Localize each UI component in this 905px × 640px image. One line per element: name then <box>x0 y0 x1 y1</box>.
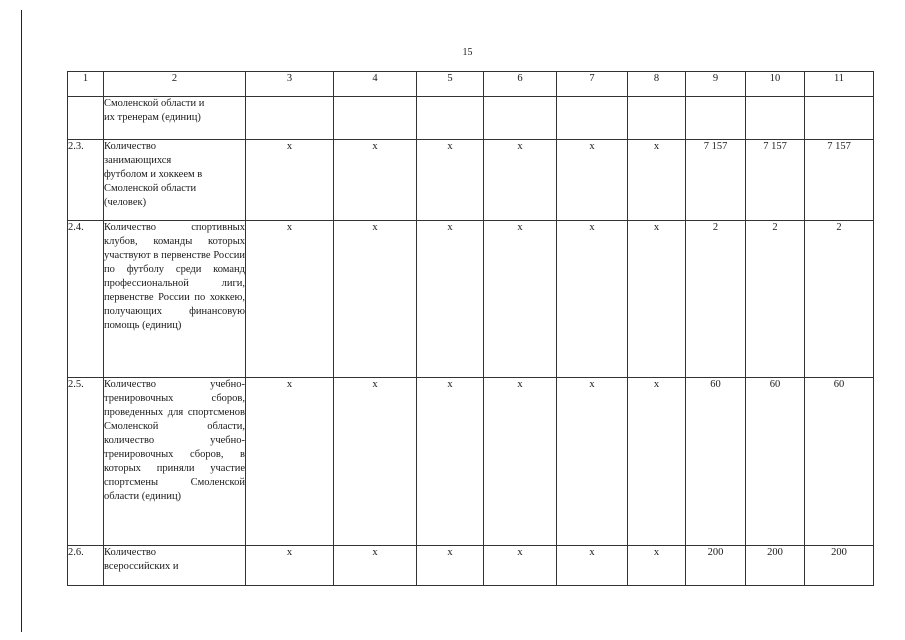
indicator-name: Количество всероссийских и <box>104 546 246 586</box>
row-number: 2.4. <box>68 221 104 378</box>
table-cell <box>805 97 874 140</box>
table-cell: 2 <box>805 221 874 378</box>
table-cell: х <box>246 378 334 546</box>
table-cell: х <box>417 546 484 586</box>
table-cell: х <box>334 378 417 546</box>
table-cell: х <box>628 140 686 221</box>
table-cell: х <box>484 378 557 546</box>
table-cell: х <box>557 140 628 221</box>
table-cell: х <box>557 378 628 546</box>
table-cell: 60 <box>805 378 874 546</box>
table-cell: х <box>334 546 417 586</box>
column-header: 9 <box>686 72 746 97</box>
table-cell: 60 <box>746 378 805 546</box>
indicator-name: Смоленской области и их тренерам (единиц) <box>104 97 246 140</box>
column-header: 1 <box>68 72 104 97</box>
column-header: 2 <box>104 72 246 97</box>
table-cell: 200 <box>805 546 874 586</box>
row-number: 2.6. <box>68 546 104 586</box>
table-row <box>68 221 874 378</box>
table-cell: х <box>417 378 484 546</box>
table-cell: 200 <box>686 546 746 586</box>
table-cell: х <box>417 140 484 221</box>
row-number: 2.3. <box>68 140 104 221</box>
column-header: 7 <box>557 72 628 97</box>
page-number: 15 <box>462 47 473 58</box>
column-header: 8 <box>628 72 686 97</box>
column-header: 4 <box>334 72 417 97</box>
table-cell: х <box>334 140 417 221</box>
indicator-name: Количество учебно-тренировочных сборов, проведенных для спортсменов Смоленской области, количество учебно-тренировочных сборов, в которых приняли участие спортсмены Смоленской области (единиц) <box>104 378 246 546</box>
table-cell: х <box>628 378 686 546</box>
table-cell <box>686 97 746 140</box>
table-cell <box>417 97 484 140</box>
table-cell: х <box>484 140 557 221</box>
header-row <box>68 72 874 97</box>
column-header: 10 <box>746 72 805 97</box>
row-number: 2.5. <box>68 378 104 546</box>
table-cell <box>246 97 334 140</box>
table-cell: 7 157 <box>746 140 805 221</box>
table-cell: х <box>334 221 417 378</box>
table-cell <box>334 97 417 140</box>
table-cell: 7 157 <box>686 140 746 221</box>
table-cell: х <box>246 221 334 378</box>
table-cell <box>557 97 628 140</box>
table-cell: х <box>484 546 557 586</box>
table-row <box>68 140 874 221</box>
column-header: 5 <box>417 72 484 97</box>
table-cell <box>484 97 557 140</box>
column-header: 3 <box>246 72 334 97</box>
table-cell: 60 <box>686 378 746 546</box>
indicator-name: Количество занимающихся футболом и хоккеем в Смоленской области (человек) <box>104 140 246 221</box>
row-number <box>68 97 104 140</box>
page-margin-line <box>21 10 22 632</box>
indicator-name: Количество спортивных клубов, команды которых участвуют в первенстве России по футболу среди команд профессиональной лиги, первенстве России по хоккею, получающих финансовую помощь (единиц) <box>104 221 246 378</box>
data-table <box>67 71 874 586</box>
table-cell: х <box>246 546 334 586</box>
table-cell: 200 <box>746 546 805 586</box>
table-cell: 7 157 <box>805 140 874 221</box>
table-cell <box>746 97 805 140</box>
table-cell: х <box>246 140 334 221</box>
table-cell: х <box>484 221 557 378</box>
column-header: 6 <box>484 72 557 97</box>
table-cell: х <box>557 546 628 586</box>
table-cell: х <box>628 546 686 586</box>
table-cell: 2 <box>686 221 746 378</box>
table-row <box>68 378 874 546</box>
table-row <box>68 97 874 140</box>
table-cell: х <box>557 221 628 378</box>
table-row <box>68 546 874 586</box>
column-header: 11 <box>805 72 874 97</box>
table-cell: х <box>628 221 686 378</box>
table-cell: х <box>417 221 484 378</box>
table-cell <box>628 97 686 140</box>
table-cell: 2 <box>746 221 805 378</box>
